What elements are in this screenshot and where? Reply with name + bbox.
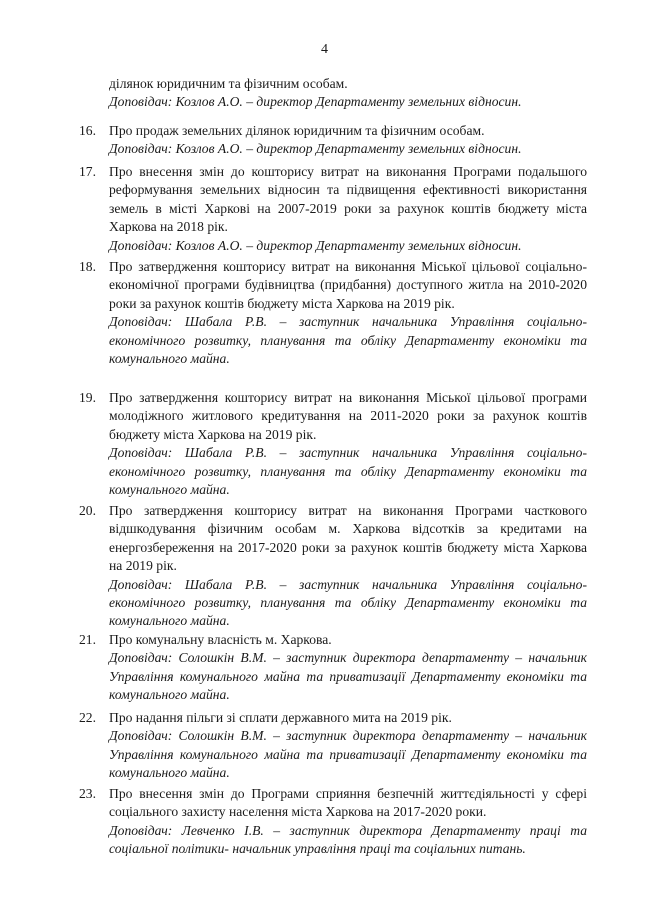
agenda-item-speaker: Доповідач: Шабала Р.В. – заступник начальника Управління соціально-економічного розвитку, планування та обліку Департаменту економіки та комунального майна. (109, 314, 587, 367)
agenda-item (79, 163, 587, 255)
page-number: 4 (321, 42, 328, 57)
agenda-item (79, 389, 587, 499)
agenda-item-speaker: Доповідач: Козлов А.О. – директор Департаменту земельних відносин. (109, 141, 522, 157)
agenda-item-number: 19. (79, 390, 96, 405)
agenda-item-speaker: Доповідач: Козлов А.О. – директор Департаменту земельних відносин. (109, 237, 522, 253)
agenda-item-title: ділянок юридичним та фізичним особам. (109, 76, 348, 91)
agenda-item-speaker: Доповідач: Козлов А.О. – директор Департаменту земельних відносин. (109, 94, 522, 110)
agenda-item-title: Про затвердження кошторису витрат на виконання Міської цільової програми молодіжного житлового кредитування на 2011-2020 роки за рахунок коштів бюджету міста Харкова на 2019 рік. (109, 390, 587, 442)
agenda-item-title: Про комунальну власність м. Харкова. (109, 632, 332, 647)
agenda-item-title: Про внесення змін до Програми сприяння безпечній життєдіяльності у сфері соціального захисту населення міста Харкова на 2017-2020 роки. (109, 786, 587, 820)
agenda-item-number: 17. (79, 164, 96, 179)
agenda-item-speaker: Доповідач: Солошкін В.М. – заступник директора департаменту – начальник Управління комунального майна та приватизації Департаменту економіки та комунального майна. (109, 728, 587, 781)
agenda-item-title: Про продаж земельних ділянок юридичним та фізичним особам. (109, 123, 485, 138)
agenda-item (79, 631, 587, 705)
agenda-item-number: 23. (79, 786, 96, 801)
agenda-item (79, 785, 587, 859)
agenda-item-number: 16. (79, 123, 96, 138)
agenda-item-number: 21. (79, 632, 96, 647)
agenda-item-speaker: Доповідач: Шабала Р.В. – заступник начальника Управління соціально-економічного розвитку, планування та обліку Департаменту економіки та комунального майна. (109, 445, 587, 498)
agenda-item-title: Про затвердження кошторису витрат на виконання Міської цільової соціально-економічної програми будівництва (придбання) доступного житла на 2010-2020 роки за рахунок коштів бюджету міста Харкова на 2019 рік. (109, 259, 587, 311)
agenda-item-continuation (109, 75, 587, 112)
agenda-item-title: Про затвердження кошторису витрат на виконання Програми часткового відшкодування фізичним особам м. Харкова відсотків за кредитами на енергозбереження на 2017-2020 роки за рахунок коштів бюджету міста Харкова на 2019 рік. (109, 503, 587, 574)
agenda-item (79, 502, 587, 631)
agenda-item (79, 709, 587, 783)
agenda-item-number: 22. (79, 710, 96, 725)
agenda-item-title: Про надання пільги зі сплати державного мита на 2019 рік. (109, 710, 452, 725)
agenda-item-number: 18. (79, 259, 96, 274)
agenda-item-speaker: Доповідач: Шабала Р.В. – заступник начальника Управління соціально-економічного розвитку, планування та обліку Департаменту економіки та комунального майна. (109, 576, 587, 629)
agenda-item-speaker: Доповідач: Солошкін В.М. – заступник директора департаменту – начальник Управління комунального майна та приватизації Департаменту економіки та комунального майна. (109, 650, 587, 703)
agenda-item-title: Про внесення змін до кошторису витрат на виконання Програми подальшого реформування земельних відносин та підвищення ефективності використання земель в місті Харкові на 2007-2019 роки за рахунок коштів бюджету міста Харкова на 2018 рік. (109, 164, 587, 235)
agenda-item (79, 258, 587, 368)
agenda-item-number: 20. (79, 503, 96, 518)
agenda-item-speaker: Доповідач: Левченко І.В. – заступник директора Департаменту праці та соціальної політики- начальник управління праці та соціальних питань. (109, 822, 587, 857)
agenda-item (79, 122, 587, 159)
